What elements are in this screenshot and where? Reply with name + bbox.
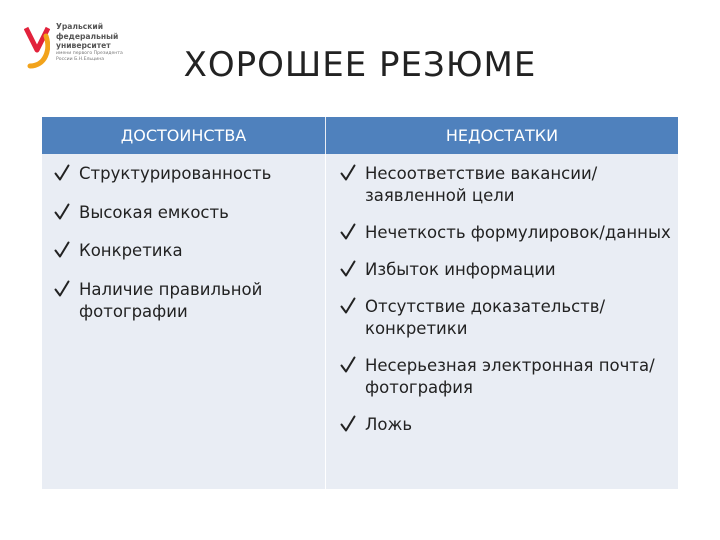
disadvantages-list [340, 163, 672, 451]
checkmark-icon [340, 297, 356, 315]
list-item [340, 296, 672, 340]
checkmark-icon [54, 203, 70, 221]
list-item [340, 414, 672, 436]
checkmark-icon [54, 164, 70, 182]
list-item-text: Избыток информации [365, 260, 556, 279]
logo-line: университет [56, 41, 111, 51]
checkmark-icon [54, 241, 70, 259]
disadvantages-header: НЕДОСТАТКИ [326, 117, 678, 154]
list-item-text: Высокая емкость [79, 202, 229, 222]
checkmark-icon [340, 260, 356, 278]
list-item [54, 202, 319, 224]
list-item-text: Конкретика [79, 241, 183, 260]
checkmark-icon [54, 280, 70, 298]
advantages-header: ДОСТОИНСТВА [42, 117, 325, 154]
logo-subtitle: России Б.Н.Ельцина [56, 56, 105, 62]
comparison-table [42, 117, 678, 489]
list-item [340, 355, 672, 399]
list-item [340, 163, 672, 207]
list-item-text: Ложь [365, 415, 413, 434]
list-item [54, 240, 319, 262]
checkmark-icon [340, 164, 356, 182]
logo-line: федеральный [56, 31, 119, 41]
logo-line: Уральский [56, 22, 104, 31]
list-item-text: Структурированность [79, 164, 272, 183]
list-item-text: Нечеткость формулировок/данных [365, 223, 671, 242]
list-item [340, 259, 672, 281]
list-item [54, 279, 319, 323]
list-item [340, 222, 672, 244]
logo-subtitle: имени первого Президента [56, 50, 123, 56]
slide-title: ХОРОШЕЕ РЕЗЮМЕ [183, 45, 537, 85]
column-divider [325, 154, 326, 489]
list-item-text: Отсутствие доказательств/конкретики [365, 297, 606, 338]
advantages-list [54, 163, 319, 339]
list-item [54, 163, 319, 185]
checkmark-icon [340, 223, 356, 241]
list-item-text: Наличие правильной фотографии [79, 279, 263, 321]
checkmark-icon [340, 356, 356, 374]
checkmark-icon [340, 415, 356, 433]
list-item-text: Несоответствие вакансии/заявленной цели [365, 164, 598, 205]
list-item-text: Несерьезная электронная почта/фотография [365, 356, 655, 397]
